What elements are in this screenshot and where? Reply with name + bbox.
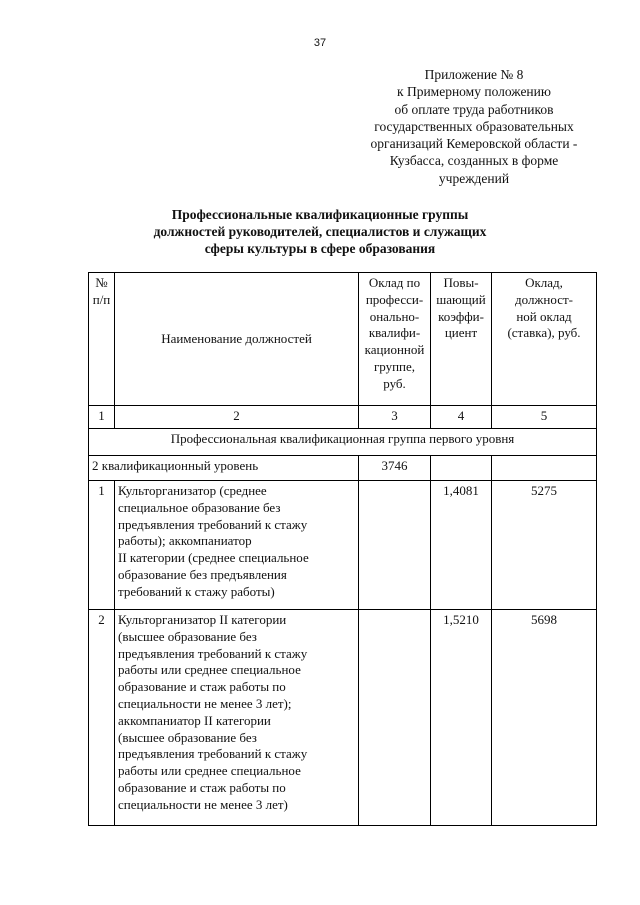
header-line: руб.	[383, 375, 406, 391]
empty-cell	[431, 456, 492, 481]
qualification-table	[88, 272, 597, 826]
empty-cell	[359, 481, 431, 610]
title-line: должностей руководителей, специалистов и служащих	[153, 224, 487, 239]
appendix-reference	[340, 66, 608, 187]
document-title	[120, 206, 520, 257]
level-row	[89, 456, 597, 481]
header-line: Повы-	[443, 275, 479, 290]
appendix-line: к Примерному положению	[397, 84, 551, 100]
page-number: 37	[313, 37, 327, 49]
name-line: предъявления требований к стажу	[118, 516, 308, 532]
level-label: 2 квалификационный уровень	[89, 456, 359, 481]
name-line: работы или среднее специальное	[118, 763, 301, 779]
salary-value: 5698	[492, 610, 597, 826]
column-number: 2	[115, 406, 359, 429]
table-row	[89, 481, 597, 610]
header-line: (ставка), руб.	[507, 325, 581, 341]
header-num-line: п/п	[92, 291, 111, 307]
table-row	[89, 610, 597, 826]
header-num	[89, 273, 115, 406]
level-salary: 3746	[359, 456, 431, 481]
name-line: II категории (среднее специальное	[118, 550, 309, 566]
header-line: циент	[444, 325, 478, 341]
header-line: ной оклад	[516, 308, 572, 324]
position-name	[115, 610, 359, 826]
empty-cell	[492, 456, 597, 481]
header-line: професси-	[365, 291, 424, 307]
header-salary	[492, 273, 597, 406]
header-line: шающий	[436, 291, 486, 307]
coefficient-value: 1,4081	[431, 481, 492, 610]
group-title: Профессиональная квалификационная группа первого уровня	[89, 429, 597, 456]
name-line: предъявления требований к стажу	[118, 645, 308, 661]
appendix-line: Приложение № 8	[424, 67, 524, 82]
header-line: Оклад по	[368, 275, 421, 290]
header-line: группе,	[373, 358, 416, 374]
column-number: 5	[492, 406, 597, 429]
name-line: Культорганизатор II категории	[118, 612, 287, 627]
appendix-line: об оплате труда работников	[394, 101, 554, 117]
position-name	[115, 481, 359, 610]
name-line: аккомпаниатор II категории	[118, 712, 271, 728]
header-num-line: №	[95, 275, 108, 290]
name-line: образование без предъявления	[118, 566, 287, 582]
header-line: Оклад,	[525, 275, 563, 290]
name-line: (высшее образование без	[118, 729, 257, 745]
coefficient-value: 1,5210	[431, 610, 492, 826]
header-line: кационной	[364, 342, 425, 358]
group-title-row	[89, 429, 597, 456]
name-line: Культорганизатор (среднее	[118, 483, 267, 498]
row-number: 2	[89, 610, 115, 826]
name-line: работы); аккомпаниатор	[118, 533, 252, 549]
name-line: (высшее образование без	[118, 628, 257, 644]
appendix-line: организаций Кемеровской области -	[370, 136, 578, 152]
header-line: квалифи-	[368, 325, 421, 341]
header-position-name: Наименование должностей	[115, 273, 359, 406]
appendix-line: Кузбасса, созданных в форме	[389, 153, 559, 169]
salary-value: 5275	[492, 481, 597, 610]
title-line: Профессиональные квалификационные группы	[171, 207, 469, 222]
name-line: образование и стаж работы по	[118, 679, 286, 695]
appendix-line: учреждений	[438, 170, 510, 186]
column-number: 3	[359, 406, 431, 429]
name-line: образование и стаж работы по	[118, 779, 286, 795]
empty-cell	[359, 610, 431, 826]
row-number: 1	[89, 481, 115, 610]
appendix-line: государственных образовательных	[374, 118, 574, 134]
name-line: требований к стажу работы)	[118, 583, 275, 599]
name-line: специальности не менее 3 лет)	[118, 796, 288, 812]
header-coefficient	[431, 273, 492, 406]
name-line: предъявления требований к стажу	[118, 746, 308, 762]
name-line: специальное образование без	[118, 499, 281, 515]
column-number: 1	[89, 406, 115, 429]
header-line: должност-	[515, 291, 573, 307]
header-line: коэффи-	[438, 308, 484, 324]
title-line: сферы культуры в сфере образования	[204, 241, 436, 256]
table-header-row	[89, 273, 597, 406]
name-line: специальности не менее 3 лет);	[118, 695, 292, 711]
column-number: 4	[431, 406, 492, 429]
header-group-salary	[359, 273, 431, 406]
name-line: работы или среднее специальное	[118, 662, 301, 678]
header-line: онально-	[369, 308, 420, 324]
column-number-row	[89, 406, 597, 429]
